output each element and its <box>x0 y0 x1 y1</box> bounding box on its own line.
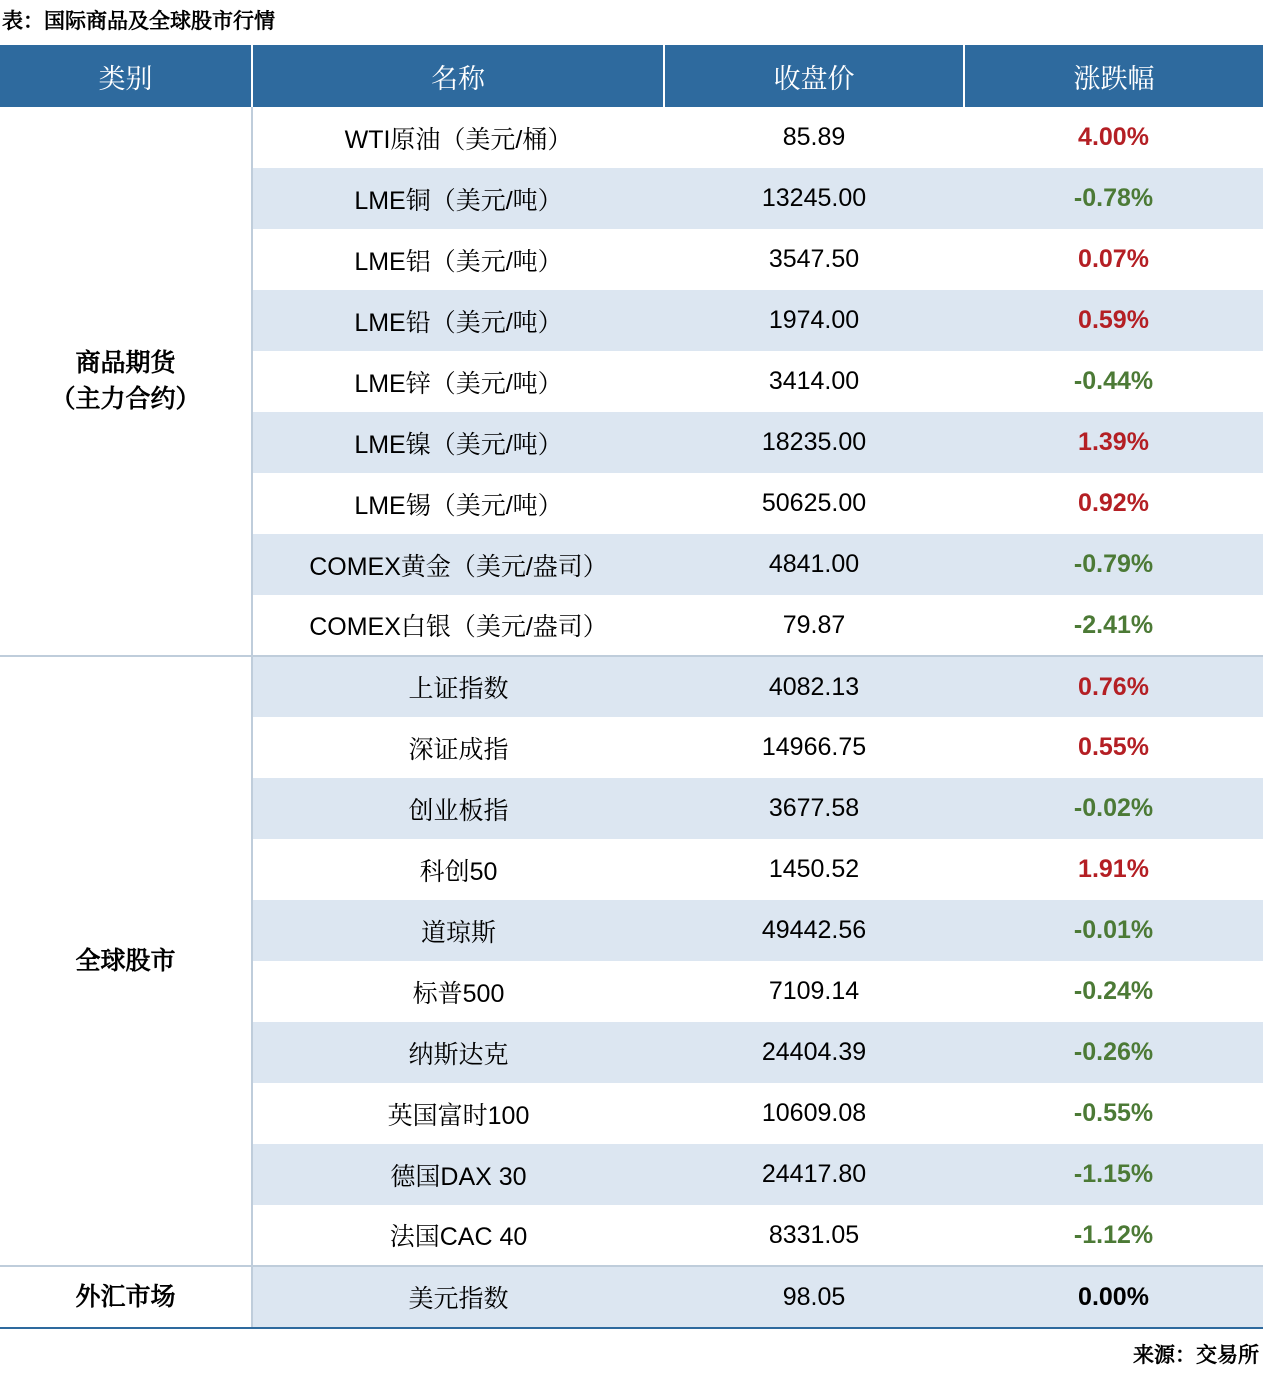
instrument-name: COMEX黄金（美元/盎司） <box>252 534 664 595</box>
instrument-name: 上证指数 <box>252 656 664 717</box>
close-price: 8331.05 <box>664 1205 964 1266</box>
change-percent: -0.79% <box>964 534 1263 595</box>
close-price: 13245.00 <box>664 168 964 229</box>
close-price: 4841.00 <box>664 534 964 595</box>
instrument-name: LME铅（美元/吨） <box>252 290 664 351</box>
instrument-name: 德国DAX 30 <box>252 1144 664 1205</box>
column-header-category: 类别 <box>0 45 252 107</box>
change-percent: 1.91% <box>964 839 1263 900</box>
instrument-name: LME镍（美元/吨） <box>252 412 664 473</box>
category-cell <box>0 107 252 656</box>
change-percent: -2.41% <box>964 595 1263 656</box>
instrument-name: WTI原油（美元/桶） <box>252 107 664 168</box>
table-row <box>0 107 1263 168</box>
change-percent: -1.15% <box>964 1144 1263 1205</box>
change-percent: -0.78% <box>964 168 1263 229</box>
close-price: 3677.58 <box>664 778 964 839</box>
instrument-name: 深证成指 <box>252 717 664 778</box>
close-price: 24417.80 <box>664 1144 964 1205</box>
table-row <box>0 1266 1263 1327</box>
instrument-name: LME锡（美元/吨） <box>252 473 664 534</box>
change-percent: 0.07% <box>964 229 1263 290</box>
instrument-name: 纳斯达克 <box>252 1022 664 1083</box>
instrument-name: 创业板指 <box>252 778 664 839</box>
change-percent: -0.26% <box>964 1022 1263 1083</box>
column-header-change: 涨跌幅 <box>964 45 1263 107</box>
change-percent: 0.55% <box>964 717 1263 778</box>
close-price: 10609.08 <box>664 1083 964 1144</box>
change-percent: 4.00% <box>964 107 1263 168</box>
instrument-name: LME铜（美元/吨） <box>252 168 664 229</box>
close-price: 50625.00 <box>664 473 964 534</box>
change-percent: -0.24% <box>964 961 1263 1022</box>
close-price: 1974.00 <box>664 290 964 351</box>
close-price: 4082.13 <box>664 656 964 717</box>
close-price: 24404.39 <box>664 1022 964 1083</box>
column-header-name: 名称 <box>252 45 664 107</box>
close-price: 49442.56 <box>664 900 964 961</box>
close-price: 7109.14 <box>664 961 964 1022</box>
category-label-line1: 商品期货 <box>75 349 176 378</box>
close-price: 3547.50 <box>664 229 964 290</box>
quotes-table <box>0 45 1263 1327</box>
instrument-name: 法国CAC 40 <box>252 1205 664 1266</box>
column-header-close: 收盘价 <box>664 45 964 107</box>
instrument-name: 英国富时100 <box>252 1083 664 1144</box>
close-price: 3414.00 <box>664 351 964 412</box>
instrument-name: 道琼斯 <box>252 900 664 961</box>
table-body <box>0 107 1263 1327</box>
close-price: 79.87 <box>664 595 964 656</box>
change-percent: -0.44% <box>964 351 1263 412</box>
change-percent: 0.92% <box>964 473 1263 534</box>
close-price: 14966.75 <box>664 717 964 778</box>
close-price: 85.89 <box>664 107 964 168</box>
change-percent: 0.00% <box>964 1266 1263 1327</box>
source-note: 来源：交易所 <box>1133 1344 1259 1368</box>
category-cell: 外汇市场 <box>0 1266 252 1327</box>
category-label-line2: （主力合约） <box>50 385 201 414</box>
instrument-name: LME锌（美元/吨） <box>252 351 664 412</box>
table-header <box>0 45 1263 107</box>
change-percent: 0.76% <box>964 656 1263 717</box>
header-row <box>0 45 1263 107</box>
change-percent: 1.39% <box>964 412 1263 473</box>
table-caption: 表：国际商品及全球股市行情 <box>2 10 275 33</box>
instrument-name: LME铝（美元/吨） <box>252 229 664 290</box>
category-cell: 全球股市 <box>0 656 252 1266</box>
change-percent: 0.59% <box>964 290 1263 351</box>
close-price: 18235.00 <box>664 412 964 473</box>
instrument-name: 标普500 <box>252 961 664 1022</box>
instrument-name: 科创50 <box>252 839 664 900</box>
change-percent: -0.55% <box>964 1083 1263 1144</box>
change-percent: -1.12% <box>964 1205 1263 1266</box>
close-price: 1450.52 <box>664 839 964 900</box>
change-percent: -0.01% <box>964 900 1263 961</box>
close-price: 98.05 <box>664 1266 964 1327</box>
table-row <box>0 656 1263 717</box>
change-percent: -0.02% <box>964 778 1263 839</box>
instrument-name: 美元指数 <box>252 1266 664 1327</box>
instrument-name: COMEX白银（美元/盎司） <box>252 595 664 656</box>
